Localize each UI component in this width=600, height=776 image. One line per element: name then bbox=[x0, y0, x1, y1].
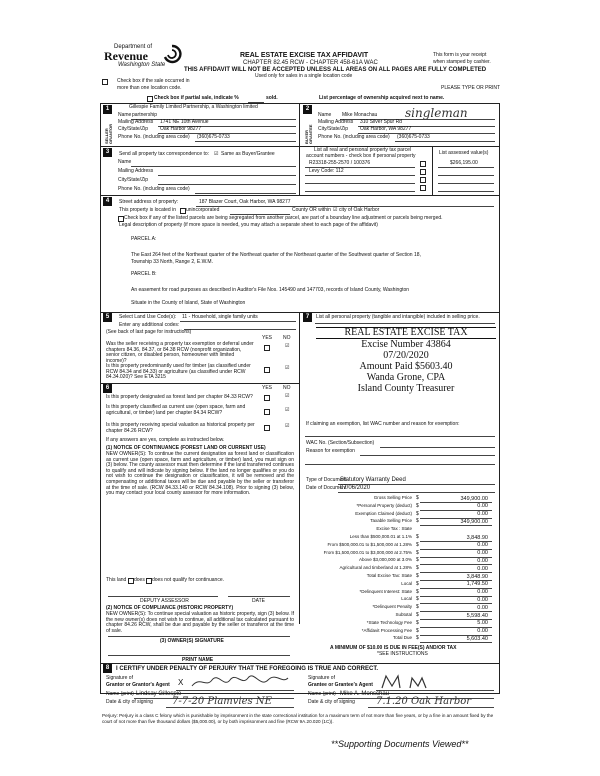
s5-q1-no[interactable]: ☑ bbox=[285, 343, 290, 349]
buyer-phone-label: Phone No. (including area code) bbox=[318, 134, 390, 140]
same-as-buyer-checkbox[interactable]: ☑ bbox=[214, 151, 219, 157]
print-name-label: PRINT NAME bbox=[182, 657, 214, 663]
tax-row-label: *Affidavit Processing Fee bbox=[361, 627, 412, 633]
send-correspondence-label: Send all property tax correspondence to: bbox=[119, 151, 210, 157]
tax-row-currency: $ bbox=[416, 588, 419, 595]
revenue-swirl-icon bbox=[162, 44, 182, 64]
grantee-name: Mike A. Monschau bbox=[340, 691, 390, 697]
tax-row-currency: $ bbox=[416, 612, 419, 618]
tax-row-label: *Delinquent Penalty bbox=[372, 604, 412, 610]
form-title: REAL ESTATE EXCISE TAX AFFIDAVIT bbox=[240, 52, 369, 59]
section-1-badge: 1 bbox=[103, 105, 112, 114]
doc-date: 07/06/2020 bbox=[340, 485, 371, 491]
buyer-city-label: City/State/Zip bbox=[318, 126, 349, 132]
does-not-label: does not qualify for continuance. bbox=[152, 577, 224, 583]
land-qualify-label: This land bbox=[106, 577, 127, 583]
tax-row-currency: $ bbox=[416, 557, 419, 564]
stamp-line-6: Island County Treasurer bbox=[357, 383, 455, 394]
s5-q2-no[interactable]: ☑ bbox=[285, 365, 290, 371]
tax-row-label: Less than $500,000.01 at 1.1% bbox=[349, 534, 412, 539]
s5-question-2: Is this property predominantly used for timber (as classified under RCW 84.34 and 84.33) or agriculture (as classified under RCW 84.34.020)? See ETA 3215 bbox=[106, 363, 251, 381]
county-or-label: County OR within bbox=[292, 207, 331, 213]
tax-row-value: 3,848.90 bbox=[466, 534, 488, 541]
s6-q2-no[interactable]: ☑ bbox=[285, 407, 290, 413]
tax-row-label: Excise Tax : State bbox=[376, 526, 412, 532]
stamp-line-3: 07/20/2020 bbox=[383, 350, 429, 361]
city-of-label: city of Oak Harbor bbox=[339, 207, 380, 213]
segregation-label: Check box if any of the listed parcels are being segregated from another parcel, are part of a boundary line adjustment or parcels being merged. bbox=[124, 215, 443, 221]
s5-q1-yes[interactable] bbox=[264, 345, 270, 351]
s5-question-1: Was the seller receiving a property tax exemption or deferral under chapters 84.36, 84.37, or 84.38 RCW (nonprofit organization, senior citizen, or disabled person, homeowner with limited income)? bbox=[106, 341, 254, 364]
doc-date-label: Date of Document bbox=[306, 485, 347, 491]
tax-row-label: Total Excise Tax: State bbox=[366, 573, 412, 578]
parcel-a-text-2: Township 33 North, Range 2, E.W.M. bbox=[131, 259, 213, 265]
tax-row-label: Subtotal bbox=[395, 612, 412, 617]
section-3-badge: 3 bbox=[103, 148, 112, 157]
corr-name-label: Name bbox=[118, 159, 132, 165]
seller-name: partnership bbox=[132, 112, 158, 118]
tax-row-currency: $ bbox=[416, 495, 419, 501]
stamp-line-1: REAL ESTATE EXCISE TAX bbox=[316, 327, 496, 339]
located-label: This property is located in bbox=[119, 207, 176, 213]
deputy-date-label: DATE bbox=[252, 598, 265, 604]
grantor-sig-label-2: Grantor or Grantor's Agent bbox=[106, 682, 170, 688]
tax-row-currency: $ bbox=[416, 565, 419, 572]
tax-row-value: 5.00 bbox=[477, 620, 488, 627]
parcel-a-text-1: The East 264 feet of the Northeast quarter of the Northeast quarter of the Northeast quarter of the Southwest quarter of Section 18, bbox=[131, 252, 421, 258]
tax-row-currency: $ bbox=[416, 596, 419, 603]
ownership-list-label: List percentage of ownership acquired next to name. bbox=[319, 95, 445, 101]
tax-row-value: 0.00 bbox=[477, 628, 488, 635]
corr-mail-label: Mailing Address bbox=[118, 168, 154, 174]
dept-line2: Revenue bbox=[104, 49, 148, 63]
tax-row-value: 349,900.00 bbox=[460, 518, 488, 525]
multi-location-checkbox[interactable] bbox=[102, 79, 108, 85]
assessed-1: $266,195.00 bbox=[450, 160, 478, 166]
tax-row-currency: $ bbox=[416, 518, 419, 525]
s6-q1-no[interactable]: ☑ bbox=[285, 393, 290, 399]
situate-text: Situate in the County of Island, State of Washington bbox=[131, 300, 246, 306]
partial-sale-checkbox[interactable] bbox=[147, 96, 153, 102]
grantor-x-mark: X bbox=[178, 678, 184, 687]
legal-desc-label: Legal description of property (if more space is needed, you may attach a separate sheet to each page of the affidavit) bbox=[119, 222, 378, 228]
receipt-note-2: when stamped by cashier. bbox=[433, 59, 491, 65]
does-label: does bbox=[134, 577, 145, 583]
street-address: 187 Blazer Court, Oak Harbor, WA 98277 bbox=[199, 199, 291, 205]
parcel-b-text: An easement for road purposes as described in Auditor's File Nos. 145490 and 147703, records of Island County, Washington bbox=[131, 287, 410, 293]
tax-row-currency: $ bbox=[416, 627, 419, 634]
tax-row-currency: $ bbox=[416, 580, 419, 587]
s6-q1-yes[interactable] bbox=[264, 395, 270, 401]
doc-type-label: Type of Document bbox=[306, 477, 347, 483]
tax-row-currency: $ bbox=[416, 573, 419, 579]
see-instructions: *SEE INSTRUCTIONS bbox=[377, 651, 428, 657]
tax-row-label: Exemption Claimed (deduct) bbox=[355, 510, 412, 516]
tax-row-value: 1,749.50 bbox=[466, 581, 488, 588]
grantee-sig-label-2: Grantee or Grantee's Agent bbox=[308, 682, 373, 688]
excise-tax-stamp bbox=[316, 327, 496, 394]
stamp-line-4: Amount Paid $5603.40 bbox=[359, 361, 453, 372]
grantor-signature-icon bbox=[190, 674, 290, 694]
buyer-mail-label: Mailing Address bbox=[318, 119, 354, 125]
tax-row-currency: $ bbox=[416, 549, 419, 556]
parcel-1-personal-checkbox[interactable] bbox=[420, 161, 426, 167]
parcel-list-title-1: List all real and personal property tax parcel bbox=[314, 147, 411, 153]
tax-row-currency: $ bbox=[416, 534, 419, 540]
tax-row-value: 0.00 bbox=[477, 550, 488, 557]
land-use-code: 11 - Household, single family units bbox=[182, 314, 258, 320]
dept-line3: Washington State bbox=[118, 62, 166, 68]
doc-type: Statutory Warranty Deed bbox=[340, 477, 406, 483]
parcel-3-personal-checkbox[interactable] bbox=[420, 177, 426, 183]
tax-row-value: 0.00 bbox=[477, 589, 488, 596]
s6-q2-yes[interactable] bbox=[264, 409, 270, 415]
buyer-name-handwritten: singleman bbox=[405, 106, 468, 120]
supporting-docs-note: **Supporting Documents Viewed** bbox=[331, 739, 469, 749]
tax-row-value: 5,598.40 bbox=[466, 612, 488, 619]
seller-mail: 1741 NE 10th Avenue bbox=[160, 119, 209, 125]
seller-side-label: SELLER GRANTOR bbox=[104, 123, 113, 144]
certify-statement: I CERTIFY UNDER PENALTY OF PERJURY THAT THE FOREGOING IS TRUE AND CORRECT. bbox=[116, 666, 379, 672]
tax-row-value: 3,848.90 bbox=[466, 573, 488, 580]
tax-row-value: 0.00 bbox=[477, 511, 488, 518]
tax-row-line bbox=[420, 525, 492, 526]
buyer-mail: 310 Silver Spur Rd bbox=[360, 119, 402, 125]
tax-row-label: Gross Selling Price bbox=[373, 495, 412, 500]
deputy-assessor-label: DEPUTY ASSESSOR bbox=[140, 598, 189, 604]
tax-row-value: 0.00 bbox=[477, 503, 488, 510]
seller-phone-label: Phone No. (including area code) bbox=[118, 134, 190, 140]
minimum-note: A MINIMUM OF $10.00 IS DUE IN FEE(S) AND/OR TAX bbox=[330, 645, 457, 651]
seller-entity: Gillespie Family Limited Partnership, a Washington limited bbox=[129, 104, 258, 110]
wac-label: WAC No. (Section/Subsection) bbox=[306, 440, 375, 446]
corr-city-label: City/State/Zip bbox=[118, 177, 149, 183]
tax-row-line bbox=[420, 642, 492, 643]
tax-row-label: *State Technology Fee bbox=[366, 619, 412, 625]
same-as-buyer-label: Same as Buyer/Grantee bbox=[221, 151, 275, 157]
parcel-1: R23318-255-2570 / 100376 bbox=[309, 160, 371, 166]
tax-row-value: 0.00 bbox=[477, 557, 488, 564]
tax-row-label: From $500,000.01 to $1,500,000 at 1.28% bbox=[327, 541, 412, 547]
buyer-name-label: Name bbox=[318, 112, 332, 118]
tax-row-value: 0.00 bbox=[477, 604, 488, 611]
section-5-badge: 5 bbox=[103, 313, 112, 322]
continuance-text: NEW OWNER(S): To continue the current designation as forest land or classification as current use (open space, farm and agriculture, or timber) land, you must sign on (3) below. The county assessor must then determine if the land transferred continues to qualify and will indicate by signing below. If the land no longer qualifies or you do not wish to continue the designation or classification, it will be removed and the compensating or additional taxes will be due and payable by the seller or transferor at the time of sale. (RCW 84.33.140 or RCW 84.34.108). Prior to signing (3) below, you may contact your local county assessor for more information. bbox=[106, 451, 294, 497]
dept-line1: Department of bbox=[114, 44, 153, 50]
s6-no-header: NO bbox=[283, 385, 291, 391]
exemption-label: If claiming an exemption, list WAC number and reason for exemption: bbox=[306, 421, 460, 427]
see-back-label: (See back of last page for instructions) bbox=[106, 329, 192, 335]
buyer-phone: (360)675-0733 bbox=[397, 134, 430, 140]
parcel-4-personal-checkbox[interactable] bbox=[420, 185, 426, 191]
parcel-a-heading: PARCEL A: bbox=[131, 236, 157, 242]
tax-row-currency: $ bbox=[416, 619, 419, 626]
stamp-line-5: Wanda Grone, CPA bbox=[366, 372, 446, 383]
unincorporated-label: unincorporated bbox=[186, 207, 220, 213]
additional-codes-label: Enter any additional codes: bbox=[119, 322, 180, 328]
grantor-date-place: 7-7-20 Plamvies NE bbox=[172, 696, 272, 707]
section-4-badge: 4 bbox=[103, 197, 112, 206]
sold-label: sold. bbox=[266, 95, 278, 101]
s6-question-2: Is this property classified as current use (open space, farm and agricultural, or timber) land per chapter 84.34 RCW? bbox=[106, 404, 246, 416]
reason-label: Reason for exemption bbox=[306, 448, 355, 454]
form-subtitle: CHAPTER 82.45 RCW - CHAPTER 458-61A WAC bbox=[243, 60, 378, 66]
grantor-date-label: Date & city of signing bbox=[106, 699, 153, 705]
usage-note: Used only for sales in a single location code bbox=[255, 73, 353, 79]
personal-property-label: List all personal property (tangible and intangible) included in selling price. bbox=[316, 314, 480, 320]
grantor-sig-label-1: Signature of bbox=[106, 675, 133, 681]
tax-row-currency: $ bbox=[416, 635, 419, 642]
land-use-label: Select Land Use Code(s): bbox=[119, 314, 177, 320]
grantor-name: Lindsay Gillespie bbox=[136, 691, 182, 697]
historic-text: NEW OWNER(S): To continue special valuation as historic property, sign (3) below. If the new owner(s) does not wish to continue, all additional tax calculated pursuant to chapter 84.26 RCW, shall be due and payable by the seller or transferor at the time of sale. bbox=[106, 611, 294, 634]
multi-location-label-2: more than one location code. bbox=[117, 85, 182, 91]
corr-phone-label: Phone No. (including area code) bbox=[118, 186, 190, 192]
s6-q3-no[interactable]: ☑ bbox=[285, 423, 290, 429]
seller-name-label: Name bbox=[118, 112, 132, 118]
s5-no-header: NO bbox=[283, 335, 291, 341]
section-7-badge: 7 bbox=[303, 313, 312, 322]
seller-city: Oak Harbor 98277 bbox=[160, 126, 202, 132]
grantee-date-place: 7.1.20 Oak Harbor bbox=[376, 696, 472, 707]
tax-row-label: Taxable Selling Price bbox=[370, 518, 412, 524]
tax-row-value: 5,603.40 bbox=[466, 635, 488, 642]
tax-row-label: *Delinquent Interest: State bbox=[359, 588, 412, 594]
multi-location-label-1: Check box if the sale occurred in bbox=[117, 78, 190, 84]
s6-question-1: Is this property designated as forest land per chapter 84.33 RCW? bbox=[106, 394, 253, 400]
tax-row-currency: $ bbox=[416, 604, 419, 611]
parcel-2-personal-checkbox[interactable] bbox=[420, 169, 426, 175]
assessed-title: List assessed value(s) bbox=[439, 150, 489, 156]
tax-row-value: 0.00 bbox=[477, 542, 488, 549]
tax-row-label: Local bbox=[401, 596, 412, 602]
tax-row-currency: $ bbox=[416, 541, 419, 548]
perjury-text: Perjury: Perjury is a class C felony which is punishable by imprisonment in the state correctional institution for a maximum term of not more than five years, or by a fine in an amount fixed by the court of not more than five thousand dollars ($5,000.00), or by both imprisonment and fine (RCW 9A.20.020 (1C)). bbox=[102, 713, 494, 724]
city-of-checkbox[interactable]: ☑ bbox=[333, 207, 338, 213]
s6-question-3: Is this property receiving special valuation as historical property per chapter 84.26 RCW? bbox=[106, 422, 255, 434]
tax-computation-table bbox=[300, 494, 498, 644]
parcel-b-heading: PARCEL B: bbox=[131, 271, 157, 277]
parcel-list-title-2: account numbers - check box if personal property bbox=[306, 153, 416, 159]
section-2-badge: 2 bbox=[303, 105, 312, 114]
grantee-sig-label-1: Signature of bbox=[308, 675, 335, 681]
if-any-yes: If any answers are yes, complete as instructed below. bbox=[106, 437, 225, 443]
street-label: Street address of property: bbox=[119, 199, 179, 205]
buyer-city: Oak Harbor, WA 98277 bbox=[360, 126, 412, 132]
tax-row-value: 0.00 bbox=[477, 596, 488, 603]
historic-title: (2) NOTICE OF COMPLIANCE (HISTORIC PROPERTY) bbox=[106, 605, 234, 611]
grantee-date-label: Date & city of signing bbox=[308, 699, 355, 705]
continuance-title: (1) NOTICE OF CONTINUANCE (FOREST LAND OR CURRENT USE) bbox=[106, 445, 266, 451]
seller-phone: (360)675-0733 bbox=[197, 134, 230, 140]
tax-row-label: From $1,500,000.01 to $3,000,000 at 2.75% bbox=[323, 549, 412, 555]
form-warning: THIS AFFIDAVIT WILL NOT BE ACCEPTED UNLESS ALL AREAS ON ALL PAGES ARE FULLY COMPLETED bbox=[184, 67, 487, 73]
s5-q2-yes[interactable] bbox=[264, 367, 270, 373]
grantee-name-label: Name (print) bbox=[308, 691, 336, 697]
section-8-badge: 8 bbox=[103, 664, 112, 673]
seller-city-label: City/State/Zip bbox=[118, 126, 149, 132]
tax-row-label: Local bbox=[401, 580, 412, 586]
buyer-side-label: BUYER GRANTEE bbox=[304, 124, 313, 144]
print-note: PLEASE TYPE OR PRINT bbox=[441, 85, 501, 91]
levy-code: Levy Code: 112 bbox=[309, 168, 344, 174]
section-6-badge: 6 bbox=[103, 384, 112, 393]
tax-row-label: Above $3,000,000 at 3.0% bbox=[358, 557, 412, 563]
seller-mail-label: Mailing Address bbox=[118, 119, 154, 125]
tax-row-value: 349,900.00 bbox=[460, 495, 488, 502]
tax-row-label: Total Due bbox=[392, 635, 412, 641]
revenue-logo bbox=[104, 44, 184, 68]
partial-sale-label: Check box if partial sale, indicate % bbox=[154, 95, 239, 101]
tax-row-label: *Personal Property (deduct) bbox=[356, 502, 412, 508]
tax-row-label: Agricultural and timberland at 1.28% bbox=[339, 565, 412, 571]
tax-row-currency: $ bbox=[416, 510, 419, 517]
s5-yes-header: YES bbox=[262, 335, 273, 341]
receipt-note-1: This form is your receipt bbox=[433, 52, 487, 58]
tax-row-value: 0.00 bbox=[477, 565, 488, 572]
owner-signature-label: (3) OWNER(S) SIGNATURE bbox=[160, 638, 224, 644]
tax-row-currency: $ bbox=[416, 502, 419, 509]
stamp-line-2: Excise Number 43864 bbox=[361, 339, 451, 350]
grantor-name-label: Name (print) bbox=[106, 691, 134, 697]
s6-yes-header: YES bbox=[262, 385, 273, 391]
buyer-name: Mike Monachau bbox=[342, 112, 378, 118]
s6-q3-yes[interactable] bbox=[264, 425, 270, 431]
